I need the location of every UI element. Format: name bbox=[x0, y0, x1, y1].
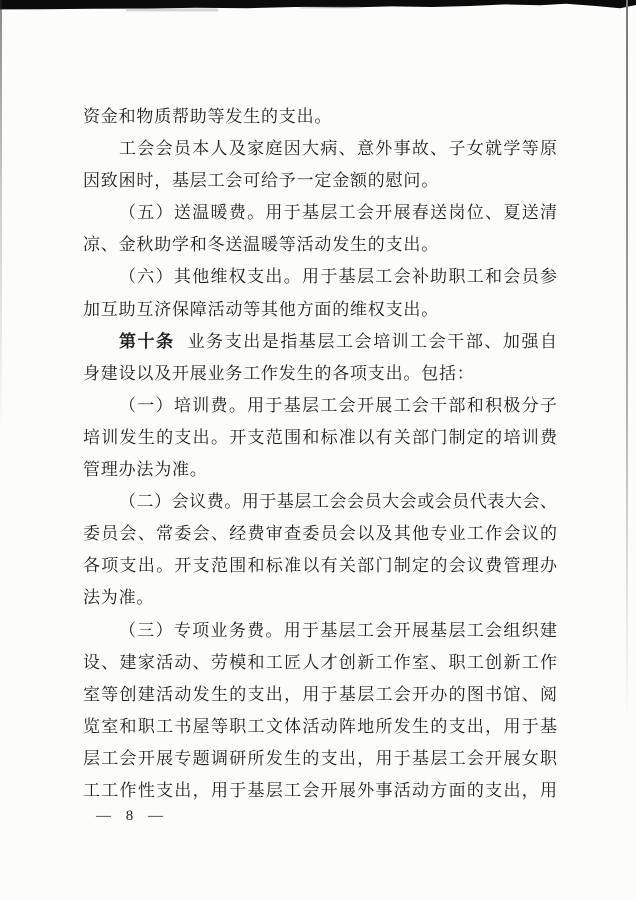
text-line: 资金和物质帮助等发生的支出。 bbox=[83, 107, 333, 126]
text-line: 加互助互济保障活动等其他方面的维权支出。 bbox=[83, 299, 439, 319]
scan-edge-artifact-right bbox=[626, 0, 628, 720]
text-line: （五）送温暖费。用于基层工会开展春送岗位、夏送清 bbox=[119, 203, 557, 223]
text-line: （六）其他维权支出。用于基层工会补助职工和会员参 bbox=[119, 267, 557, 287]
text-line: 管理办法为准。 bbox=[83, 460, 208, 480]
text-line: 层工会开展专题调研所发生的支出，用于基层工会开展女职 bbox=[83, 748, 557, 768]
text-line bbox=[83, 326, 557, 358]
article-lead-text: 业务支出是指基层工会培训工会干部、加强自 bbox=[187, 331, 557, 351]
text-line: 室等创建活动发生的支出，用于基层工会开办的图书馆、阅 bbox=[83, 684, 557, 704]
text-line: 凉、金秋助学和冬送温暖等活动发生的支出。 bbox=[83, 235, 439, 255]
page-number: — 8 — bbox=[96, 808, 165, 824]
article-number: 第十条 bbox=[119, 331, 175, 351]
text-line: 身建设以及开展业务工作发生的各项支出。包括： bbox=[83, 363, 475, 383]
text-line: 因致困时，基层工会可给予一定金额的慰问。 bbox=[83, 171, 439, 191]
text-line: （二）会议费。用于基层工会会员大会或会员代表大会、 bbox=[119, 492, 557, 512]
text-line: 法为准。 bbox=[83, 588, 155, 608]
scan-edge-artifact-left bbox=[0, 0, 2, 430]
document-body bbox=[83, 101, 557, 807]
text-line: 设、建家活动、劳模和工匠人才创新工作室、职工创新工作 bbox=[83, 652, 557, 672]
scan-edge-artifact-top bbox=[0, 0, 636, 14]
text-line: 委员会、常委会、经费审查委员会以及其他专业工作会议的 bbox=[83, 524, 557, 544]
text-line: 工会会员本人及家庭因大病、意外事故、子女就学等原 bbox=[119, 139, 557, 159]
text-line: 各项支出。开支范围和标准以有关部门制定的会议费管理办 bbox=[83, 556, 557, 576]
text-line: 工工作性支出，用于基层工会开展外事活动方面的支出，用 bbox=[83, 780, 557, 800]
text-line: （三）专项业务费。用于基层工会开展基层工会组织建 bbox=[119, 620, 557, 640]
text-line: （一）培训费。用于基层工会开展工会干部和积极分子 bbox=[119, 395, 557, 415]
text-line: 培训发生的支出。开支范围和标准以有关部门制定的培训费 bbox=[83, 427, 557, 447]
text-line: 览室和职工书屋等职工文体活动阵地所发生的支出，用于基 bbox=[83, 716, 557, 736]
